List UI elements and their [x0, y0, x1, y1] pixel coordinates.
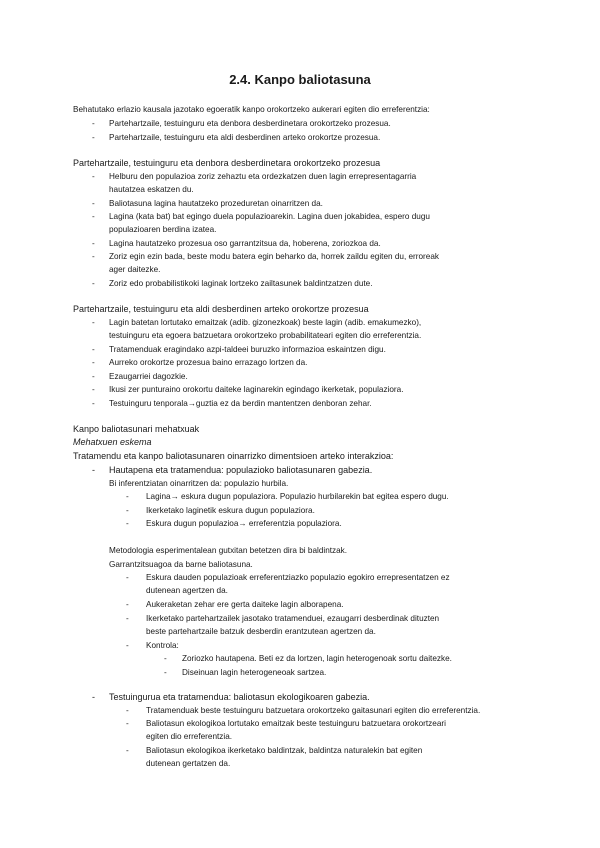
bullet-dash: -	[92, 212, 95, 221]
list-item: Baliotasun ekologikoa lortutako emaitzak beste testuinguru batzuetara orokortzeari	[146, 719, 446, 728]
bullet-dash: -	[92, 399, 95, 408]
block-label: Hautapena eta tratamendua: populazioko baliotasunaren gabezia.	[109, 465, 373, 475]
method-text: Metodologia esperimentalean gutxitan betetzen dira bi baldintzak.	[109, 546, 348, 555]
bullet-dash: -	[92, 358, 95, 367]
bullet-dash: -	[126, 573, 129, 582]
bullet-dash: -	[126, 492, 129, 501]
list-item: Ikusi zer punturaino orokortu daiteke laginarekin egindago ikerketak, populaziora.	[109, 385, 404, 394]
bullet-dash: -	[126, 719, 129, 728]
bullet-dash: -	[92, 692, 95, 702]
bullet-dash: -	[92, 318, 95, 327]
bullet-dash: -	[126, 706, 129, 715]
list-item-continuation: testuinguru eta egoera batzuetara orokortzeko probabilitateari egiten dio erreferentzia.	[109, 331, 422, 340]
list-item: Zoriz egin ezin bada, beste modu batera egin beharko da, horrek zaildu egiten du, erroreak	[109, 252, 439, 261]
list-item: Zoriozko hautapena. Beti ez da lortzen, lagin heterogenoak sortu daitezke.	[182, 654, 452, 663]
bullet-dash: -	[126, 506, 129, 515]
section-heading: Partehartzaile, testuinguru eta aldi desberdinen arteko orokortze prozesua	[73, 304, 369, 314]
bullet-dash: -	[92, 345, 95, 354]
list-item-continuation: dutenean gertatzen da.	[146, 759, 231, 768]
bullet-dash: -	[92, 465, 95, 475]
list-item: Lagina (kata bat) bat egingo duela populazioarekin. Lagina duen jokabidea, espero dugu	[109, 212, 430, 221]
list-item: Diseinuan lagin heterogeneoak sartzea.	[182, 668, 327, 677]
list-item: Ikerketako laginetik eskura dugun populaziora.	[146, 506, 315, 515]
list-item: Helburu den populazioa zoriz zehaztu eta ordezkatzen duen lagin errepresentagarria	[109, 172, 417, 181]
list-item: Partehartzaile, testuinguru eta aldi desberdinen arteko orokortze prozesua.	[109, 133, 381, 142]
list-item: Lagina→ eskura dugun populaziora. Populazio hurbilarekin bat egitea espero dugu.	[146, 492, 449, 501]
page-title: 2.4. Kanpo baliotasuna	[229, 72, 371, 87]
list-item: Baliotasun ekologikoa ikerketako baldintzak, baldintza naturalekin bat egiten	[146, 746, 423, 755]
list-item: Lagin batetan lortutako emaitzak (adib. gizonezkoak) beste lagin (adib. emakumezko),	[109, 318, 422, 327]
section-heading: Partehartzaile, testuinguru eta denbora desberdinetara orokortzeko prozesua	[73, 158, 381, 168]
list-item: Testuinguru tenporala→guztia ez da berdin mantentzen denboran zehar.	[109, 399, 372, 408]
list-item: Eskura dugun populazioa→ erreferentzia populaziora.	[146, 519, 342, 528]
bullet-dash: -	[126, 746, 129, 755]
bullet-dash: -	[92, 133, 95, 142]
list-item-continuation: beste partehartzaile batzuk desberdin erantzutean agertzen da.	[146, 627, 376, 636]
bullet-dash: -	[126, 600, 129, 609]
bullet-dash: -	[92, 199, 95, 208]
bullet-dash: -	[126, 614, 129, 623]
section-heading: Kanpo baliotasunari mehatxuak	[73, 424, 200, 434]
bullet-dash: -	[164, 668, 167, 677]
block-label: Testuingurua eta tratamendua: baliotasun ekologikoaren gabezia.	[109, 692, 370, 702]
section-subheading: Mehatxuen eskema	[73, 437, 152, 447]
list-item: Baliotasuna lagina hautatzeko prozeduretan oinarritzen da.	[109, 199, 323, 208]
bullet-dash: -	[92, 372, 95, 381]
list-item-continuation: ager daitezke.	[109, 265, 161, 274]
bullet-dash: -	[92, 172, 95, 181]
method-text: Garrantzitsuagoa da barne baliotasuna.	[109, 560, 253, 569]
bullet-dash: -	[126, 641, 129, 650]
list-item: Partehartzaile, testuinguru eta denbora desberdinetara orokortzeko prozesua.	[109, 119, 391, 128]
list-item: Kontrola:	[146, 641, 179, 650]
section-intro: Tratamendu eta kanpo baliotasunaren oinarrizko dimentsioen arteko interakzioa:	[73, 451, 394, 461]
bullet-dash: -	[92, 279, 95, 288]
bullet-dash: -	[92, 252, 95, 261]
list-item: Zoriz edo probabilistikoki laginak lortzeko zailtasunek baldintzatzen dute.	[109, 279, 373, 288]
list-item: Aukeraketan zehar ere gerta daiteke lagin alborapena.	[146, 600, 344, 609]
list-item-continuation: dutenean agertzen da.	[146, 586, 228, 595]
list-item: Tratamenduak beste testuinguru batzuetara orokortzeko gaitasunari egiten dio erreferentzia.	[146, 706, 481, 715]
list-item-continuation: populazioaren berdina izatea.	[109, 225, 217, 234]
list-item-continuation: egiten dio erreferentzia.	[146, 732, 233, 741]
list-item: Ezaugarriei dagozkie.	[109, 372, 188, 381]
list-item: Aurreko orokortze prozesua baino errazago lortzen da.	[109, 358, 308, 367]
bullet-dash: -	[92, 239, 95, 248]
bullet-dash: -	[126, 519, 129, 528]
bullet-dash: -	[92, 119, 95, 128]
list-item: Tratamenduak eragindako azpi-taldeei buruzko informazioa eskaintzen digu.	[109, 345, 386, 354]
list-item: Ikerketako partehartzailek jasotako tratamenduei, ezaugarri desberdinak dituzten	[146, 614, 440, 623]
bullet-dash: -	[92, 385, 95, 394]
list-item: Lagina hautatzeko prozesua oso garrantzitsua da, hoberena, zoriozkoa da.	[109, 239, 381, 248]
list-item-continuation: hautatzea eskatzen du.	[109, 185, 194, 194]
block-sub: Bi inferentziatan oinarritzen da: populazio hurbila.	[109, 479, 289, 488]
bullet-dash: -	[164, 654, 167, 663]
list-item: Eskura dauden populazioak erreferentziazko populazio egokiro errepresentatzen ez	[146, 573, 450, 582]
intro-text: Behatutako erlazio kausala jazotako egoeratik kanpo orokortzeko aukerari egiten dio erreferentzia:	[73, 105, 430, 114]
